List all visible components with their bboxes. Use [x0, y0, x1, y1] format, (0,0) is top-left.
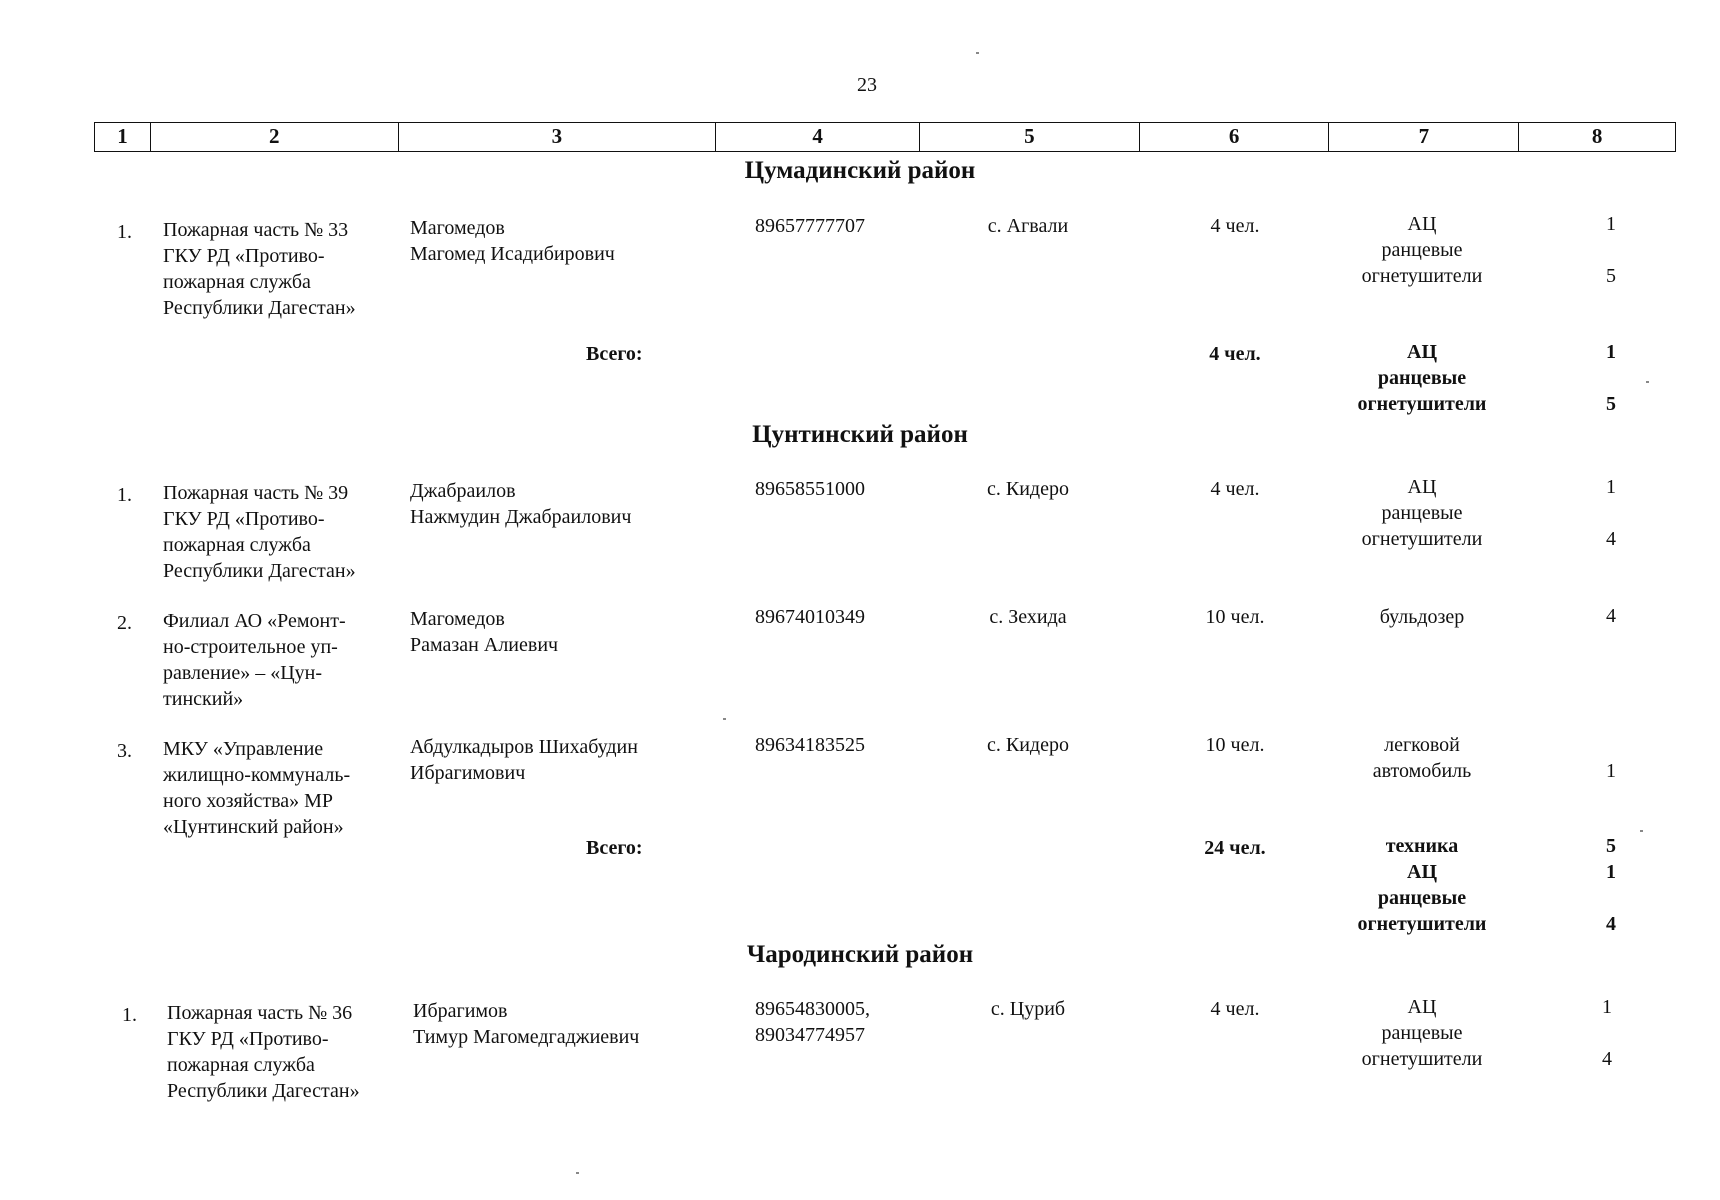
settlement: с. Кидеро: [987, 478, 1069, 500]
phone-number: 89634183525: [755, 734, 865, 756]
row-number: 1.: [117, 484, 132, 506]
row-number: 1.: [117, 221, 132, 243]
organization-name: Пожарная часть № 33 ГКУ РД «Противо- пожарная служба Республики Дагестан»: [163, 219, 356, 319]
column-header: 1: [95, 123, 151, 151]
column-header-row: [94, 122, 1676, 152]
district-heading: Цумадинский район: [744, 157, 976, 184]
phone-number: 89674010349: [755, 606, 865, 628]
column-header: 7: [1329, 123, 1519, 151]
staff-count: 4 чел.: [1210, 215, 1260, 237]
equipment-counts: 1 5: [1606, 213, 1616, 287]
organization-name: Филиал АО «Ремонт- но-строительное уп- равление» – «Цун- тинский»: [163, 610, 346, 710]
phone-number: 89654830005, 89034774957: [755, 998, 870, 1046]
equipment-list: АЦ ранцевые огнетушители: [1361, 213, 1483, 287]
scan-speck: [723, 718, 726, 720]
total-label: Всего:: [586, 837, 643, 859]
settlement: с. Зехида: [989, 606, 1067, 628]
equipment-list: бульдозер: [1379, 606, 1465, 628]
head-name: Абдулкадыров Шихабудин Ибрагимович: [410, 736, 638, 784]
staff-count: 10 чел.: [1205, 606, 1265, 628]
total-counts: 1 5: [1606, 341, 1616, 415]
column-header: 2: [151, 123, 399, 151]
column-header: 6: [1140, 123, 1330, 151]
row-number: 1.: [122, 1004, 137, 1026]
phone-number: 89658551000: [755, 478, 865, 500]
row-number: 3.: [117, 740, 132, 762]
equipment-counts: 4: [1606, 605, 1616, 627]
head-name: Джабраилов Нажмудин Джабраилович: [410, 480, 632, 528]
column-header: 5: [920, 123, 1140, 151]
scan-speck: [576, 1172, 579, 1174]
scan-speck: [1640, 830, 1643, 832]
scan-speck: [976, 52, 979, 54]
organization-name: Пожарная часть № 39 ГКУ РД «Противо- пожарная служба Республики Дагестан»: [163, 482, 356, 582]
head-name: Магомедов Рамазан Алиевич: [410, 608, 559, 656]
staff-count: 10 чел.: [1205, 734, 1265, 756]
equipment-counts: 1: [1606, 760, 1616, 782]
equipment-list: легковой автомобиль: [1372, 734, 1472, 782]
organization-name: Пожарная часть № 36 ГКУ РД «Противо- пожарная служба Республики Дагестан»: [167, 1002, 360, 1102]
equipment-list: АЦ ранцевые огнетушители: [1361, 476, 1483, 550]
total-counts: 5 1 4: [1606, 835, 1616, 935]
district-heading: Цунтинский район: [752, 421, 968, 448]
settlement: с. Цуриб: [990, 998, 1066, 1020]
equipment-counts: 1 4: [1602, 996, 1612, 1070]
head-name: Магомедов Магомед Исадибирович: [410, 217, 615, 265]
staff-count: 4 чел.: [1210, 998, 1260, 1020]
equipment-counts: 1 4: [1606, 476, 1616, 550]
total-staff: 24 чел.: [1204, 837, 1266, 859]
row-number: 2.: [117, 612, 132, 634]
scan-speck: [1646, 381, 1649, 383]
organization-name: МКУ «Управление жилищно-коммуналь- ного хозяйства» МР «Цунтинский район»: [163, 738, 351, 838]
phone-number: 89657777707: [755, 215, 865, 237]
district-heading: Чародинский район: [746, 941, 974, 968]
total-staff: 4 чел.: [1209, 343, 1261, 365]
head-name: Ибрагимов Тимур Магомедгаджиевич: [413, 1000, 640, 1048]
column-header: 8: [1591, 124, 1603, 148]
total-equipment: техника АЦ ранцевые огнетушители: [1357, 835, 1487, 935]
equipment-list: АЦ ранцевые огнетушители: [1361, 996, 1483, 1070]
total-label: Всего:: [586, 343, 643, 365]
page-number: 23: [857, 74, 877, 96]
settlement: с. Агвали: [987, 215, 1069, 237]
settlement: с. Кидеро: [987, 734, 1069, 756]
total-equipment: АЦ ранцевые огнетушители: [1357, 341, 1487, 415]
column-header: 4: [716, 123, 920, 151]
column-header: 3: [399, 123, 717, 151]
staff-count: 4 чел.: [1210, 478, 1260, 500]
